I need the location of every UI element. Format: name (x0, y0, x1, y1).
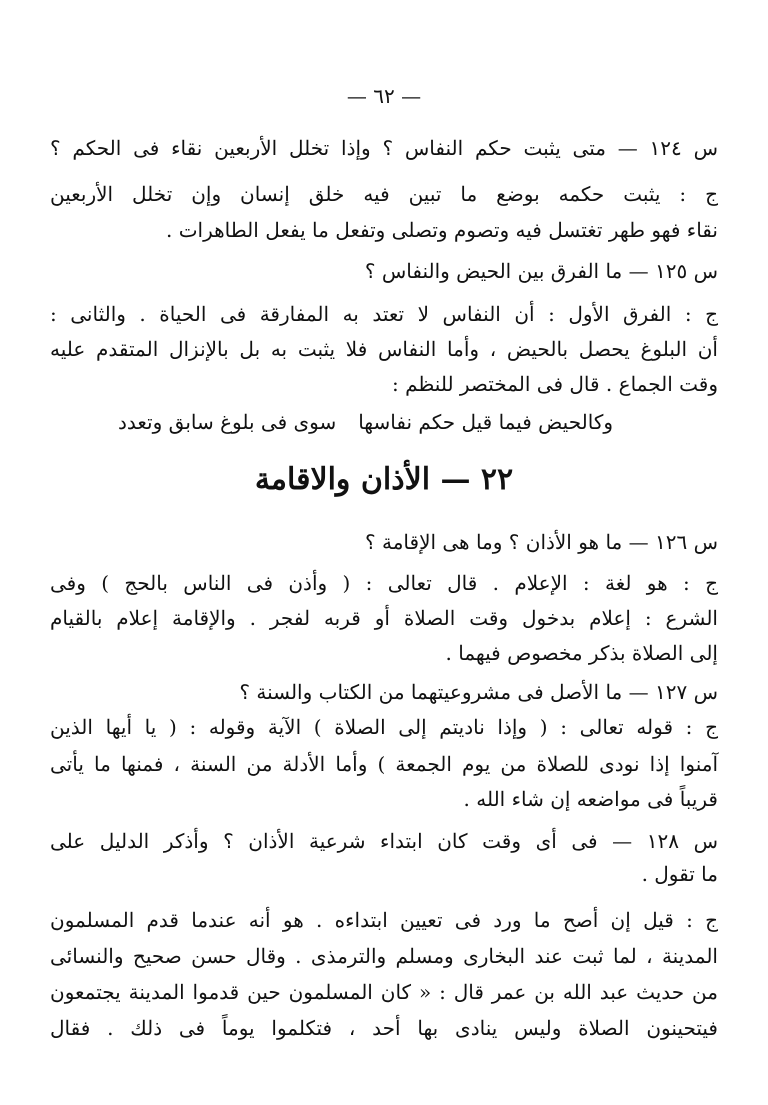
question-127: س ١٢٧ — ما الأصل فى مشروعيتهما من الكتاب والسنة ؟ (239, 680, 718, 704)
answer-126-line-1: ج : هو لغة : الإعلام . قال تعالى : ( وأذن فى الناس بالحج ) وفى (50, 571, 718, 595)
answer-124-line-1: ج : يثبت حكمه بوضع ما تبين فيه خلق إنسان وإن تخلل الأربعين (50, 182, 718, 206)
answer-124-line-2: نقاء فهو طهر تغتسل فيه وتصوم وتصلى وتفعل ما يفعل الطاهرات . (166, 218, 718, 242)
section-heading: ٢٢ — الأذان والاقامة (254, 462, 514, 497)
question-128-line-1: س ١٢٨ — فى أى وقت كان ابتداء شرعية الأذان ؟ وأذكر الدليل على (50, 829, 718, 853)
verse-hemistich-second: سوى فى بلوغ سابق وتعدد (118, 410, 337, 434)
answer-128-line-4: فيتحينون الصلاة وليس ينادى بها أحد ، فتكلموا يوماً فى ذلك . فقال (50, 1016, 718, 1040)
answer-125-line-1: ج : الفرق الأول : أن النفاس لا تعتد به المفارقة فى الحياة . والثانى : (50, 302, 718, 326)
question-125: س ١٢٥ — ما الفرق بين الحيض والنفاس ؟ (364, 259, 718, 283)
answer-128-line-2: المدينة ، لما ثبت عند البخارى ومسلم والترمذى . وقال حسن صحيح والنسائى (50, 944, 718, 968)
question-126: س ١٢٦ — ما هو الأذان ؟ وما هى الإقامة ؟ (365, 530, 718, 554)
answer-128-line-3: من حديث عبد الله بن عمر قال : « كان المسلمون حين قدموا المدينة يجتمعون (50, 980, 718, 1004)
answer-128-line-1: ج : قيل إن أصح ما ورد فى تعيين ابتداءه . هو أنه عندما قدم المسلمون (50, 908, 718, 932)
question-124: س ١٢٤ — متى يثبت حكم النفاس ؟ وإذا تخلل الأربعين نقاء فى الحكم ؟ (50, 136, 718, 160)
answer-126-line-2: الشرع : إعلام بدخول وقت الصلاة أو قربه لفجر . والإقامة إعلام بالقيام (50, 606, 718, 630)
verse-hemistich-first: وكالحيض فيما قيل حكم نفاسها (358, 410, 613, 434)
answer-125-line-2: أن البلوغ يحصل بالحيض ، وأما النفاس فلا يثبت به بل بالإنزال المتقدم عليه (50, 337, 718, 361)
question-128-line-2: ما تقول . (641, 862, 718, 886)
answer-125-line-3: وقت الجماع . قال فى المختصر للنظم : (391, 372, 718, 396)
answer-126-line-3: إلى الصلاة بذكر مخصوص فيهما . (445, 641, 718, 665)
answer-127-line-3: قريباً فى مواضعه إن شاء الله . (463, 787, 718, 811)
answer-127-line-1: ج : قوله تعالى : ( وإذا ناديتم إلى الصلاة ) الآية وقوله : ( يا أيها الذين (50, 715, 718, 739)
answer-127-line-2: آمنوا إذا نودى للصلاة من يوم الجمعة ) وأما الأدلة من السنة ، فمنها ما يأتى (50, 752, 718, 776)
page-number: — ٦٢ — (346, 84, 422, 108)
